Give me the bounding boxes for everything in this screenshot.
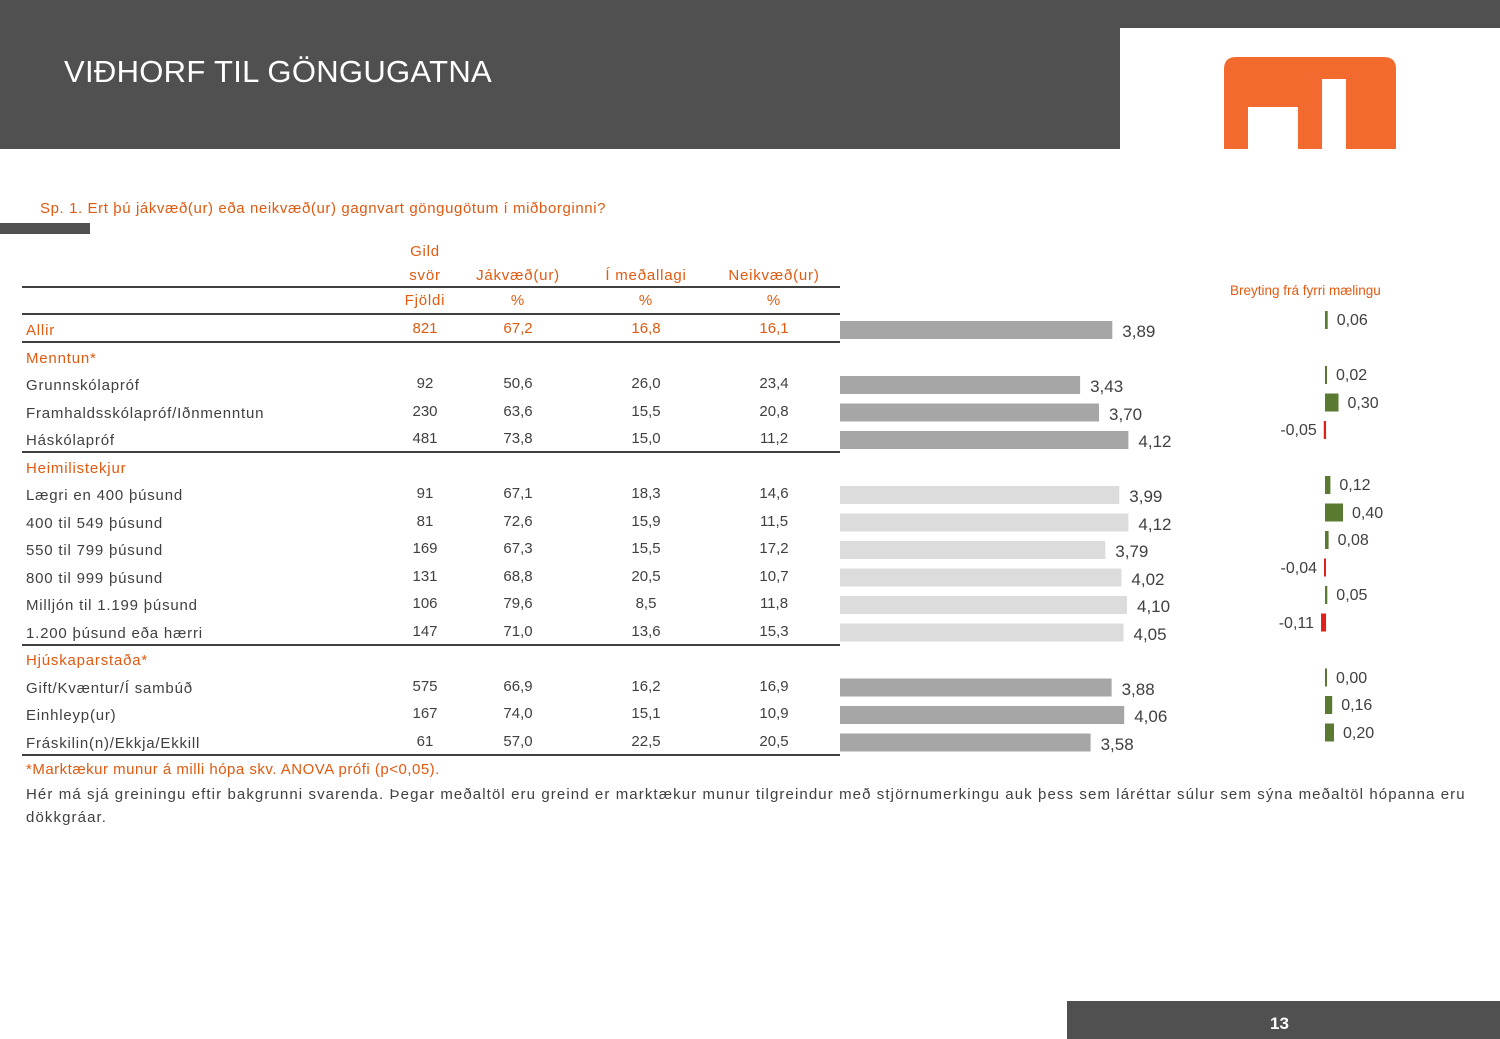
- change-bar: [1321, 614, 1326, 632]
- mean-bar: [840, 596, 1127, 614]
- cell-negative: 23,4: [759, 375, 789, 392]
- cell-negative: 11,8: [759, 595, 789, 612]
- change-bar: [1325, 669, 1327, 687]
- cell-neutral: 15,5: [631, 540, 661, 557]
- mean-value-label: 4,05: [1133, 624, 1167, 644]
- mean-value-label: 4,12: [1138, 514, 1172, 534]
- row-label: Milljón til 1.199 þúsund: [26, 597, 198, 614]
- cell-n: 92: [416, 375, 434, 392]
- header-valid-line2: svör: [409, 267, 441, 284]
- change-value-label: -0,04: [1280, 559, 1317, 577]
- change-bar: [1325, 696, 1332, 714]
- change-bar: [1325, 476, 1330, 494]
- mean-bar: [840, 734, 1091, 752]
- cell-n: 575: [412, 677, 438, 695]
- mean-value-label: 4,10: [1137, 597, 1171, 616]
- cell-negative: 16,1: [759, 320, 789, 337]
- cell-n: 481: [412, 430, 438, 447]
- cell-neutral: 15,9: [631, 512, 661, 530]
- mean-value-label: 4,12: [1138, 432, 1172, 451]
- change-value-label: -0,11: [1278, 614, 1314, 632]
- cell-neutral: 15,1: [631, 705, 661, 722]
- section-label: Hjúskaparstaða*: [26, 652, 149, 669]
- mean-bar: [840, 679, 1112, 697]
- change-value-label: 0,30: [1347, 394, 1379, 412]
- row-label: Framhaldsskólapróf/Iðnmenntun: [26, 404, 265, 422]
- cell-positive: 50,6: [503, 375, 533, 392]
- row-label: 800 til 999 þúsund: [26, 569, 163, 587]
- cell-negative: 10,7: [759, 567, 789, 585]
- change-bar: [1324, 421, 1326, 439]
- cell-positive: 79,6: [503, 595, 533, 612]
- change-value-label: 0,12: [1339, 477, 1371, 494]
- change-title: Breyting frá fyrri mælingu: [1230, 283, 1381, 298]
- change-value-label: 0,02: [1336, 367, 1368, 384]
- row-label: Fráskilin(n)/Ekkja/Ekkill: [26, 734, 201, 752]
- change-bar: [1325, 531, 1329, 549]
- change-value-label: 0,05: [1336, 587, 1368, 604]
- change-value-label: -0,05: [1280, 422, 1317, 439]
- mean-bar: [840, 486, 1119, 504]
- row-label: Gift/Kvæntur/Í sambúð: [26, 679, 193, 697]
- change-value-label: 0,00: [1336, 669, 1368, 687]
- header-negative: Neikvæð(ur): [728, 267, 820, 284]
- cell-negative: 16,9: [759, 677, 789, 695]
- mean-value-label: 3,79: [1115, 542, 1149, 561]
- page-number: 13: [1270, 1014, 1289, 1033]
- mean-bar: [840, 431, 1128, 449]
- cell-n: 106: [412, 595, 438, 612]
- section-label: Heimilistekjur: [26, 459, 127, 477]
- section-label: Menntun*: [26, 349, 97, 367]
- cell-n: 167: [412, 705, 438, 722]
- cell-n: 230: [412, 402, 438, 420]
- significance-note: *Marktækur munur á milli hópa skv. ANOVA prófi (p<0,05).: [26, 761, 440, 778]
- cell-neutral: 18,3: [631, 485, 661, 502]
- cell-positive: 72,6: [503, 512, 533, 530]
- cell-positive: 73,8: [503, 430, 533, 447]
- cell-positive: 67,2: [503, 320, 533, 337]
- cell-n: 81: [416, 512, 434, 530]
- cell-neutral: 13,6: [631, 622, 661, 640]
- cell-positive: 67,1: [503, 485, 533, 502]
- change-value-label: 0,06: [1336, 312, 1368, 329]
- cell-neutral: 8,5: [635, 595, 657, 612]
- change-bar: [1325, 366, 1327, 384]
- cell-n: 147: [412, 622, 438, 640]
- change-value-label: 0,08: [1337, 532, 1369, 549]
- header-neutral: Í meðallagi: [605, 267, 687, 284]
- page-title: VIÐHORF TIL GÖNGUGATNA: [64, 54, 493, 89]
- row-label: 400 til 549 þúsund: [26, 514, 163, 532]
- cell-neutral: 15,0: [631, 430, 661, 447]
- cell-n: 61: [416, 732, 434, 750]
- change-value-label: 0,16: [1341, 697, 1373, 714]
- cell-positive: 66,9: [503, 677, 533, 695]
- row-label: Einhleyp(ur): [26, 707, 117, 724]
- row-label: Grunnskólapróf: [26, 377, 140, 394]
- question-text: Sp. 1. Ert þú jákvæð(ur) eða neikvæð(ur) gagnvart göngugötum í miðborginni?: [40, 200, 607, 217]
- cell-neutral: 15,5: [631, 402, 661, 420]
- cell-positive: 71,0: [503, 622, 533, 640]
- mean-value-label: 3,43: [1090, 377, 1124, 396]
- row-label: Lægri en 400 þúsund: [26, 487, 183, 504]
- cell-n: 169: [412, 540, 438, 557]
- cell-n: 91: [416, 485, 434, 502]
- description-note: Hér má sjá greiningu eftir bakgrunni svarenda. Þegar meðaltöl eru greind er marktækur munur tilgreindur með stjörnumerkingu auk þess sem láréttar súlur sem sýna meðaltöl hópanna eru dökkgráar.: [26, 786, 1466, 826]
- change-bar: [1325, 311, 1328, 329]
- header-negative-unit: %: [766, 292, 782, 309]
- change-bar: [1325, 586, 1327, 604]
- cell-positive: 57,0: [503, 732, 533, 750]
- mean-bar: [840, 321, 1112, 339]
- mean-bar: [840, 624, 1124, 642]
- header-neutral-unit: %: [638, 292, 654, 309]
- cell-neutral: 16,8: [631, 320, 661, 337]
- mean-value-label: 3,99: [1129, 487, 1163, 506]
- header-positive: Jákvæð(ur): [476, 267, 560, 284]
- row-label: 1.200 þúsund eða hærri: [26, 624, 203, 642]
- mean-value-label: 3,58: [1100, 734, 1134, 754]
- cell-neutral: 22,5: [631, 732, 661, 750]
- change-value-label: 0,20: [1343, 724, 1375, 742]
- change-bar: [1324, 559, 1326, 577]
- mean-value-label: 3,88: [1121, 679, 1155, 699]
- cell-neutral: 20,5: [631, 567, 661, 585]
- row-label: Háskólapróf: [26, 432, 115, 449]
- change-bar: [1325, 724, 1334, 742]
- change-value-label: 0,40: [1352, 504, 1384, 522]
- mean-bar: [840, 514, 1128, 532]
- cell-negative: 14,6: [759, 485, 789, 502]
- cell-n: 131: [412, 567, 438, 585]
- cell-neutral: 16,2: [631, 677, 661, 695]
- cell-negative: 17,2: [759, 540, 789, 557]
- cell-negative: 20,5: [759, 732, 789, 750]
- mean-bar: [840, 541, 1105, 559]
- change-bar: [1325, 504, 1343, 522]
- cell-negative: 10,9: [759, 705, 789, 722]
- cell-negative: 15,3: [759, 622, 789, 640]
- cell-negative: 20,8: [759, 402, 789, 420]
- cell-positive: 63,6: [503, 402, 533, 420]
- header-valid-unit: Fjöldi: [404, 292, 446, 309]
- cell-positive: 74,0: [503, 705, 533, 722]
- mean-value-label: 3,89: [1122, 322, 1156, 341]
- header-valid-line1: Gild: [410, 243, 440, 260]
- cell-negative: 11,2: [759, 430, 789, 447]
- mean-bar: [840, 404, 1099, 422]
- mean-value-label: 4,02: [1131, 569, 1165, 589]
- change-bar: [1325, 394, 1339, 412]
- cell-n: 821: [412, 320, 438, 337]
- row-label: Allir: [26, 322, 55, 339]
- mean-bar: [840, 569, 1121, 587]
- mean-value-label: 4,06: [1134, 707, 1168, 726]
- mean-value-label: 3,70: [1109, 404, 1143, 424]
- header-positive-unit: %: [510, 292, 526, 309]
- row-label: 550 til 799 þúsund: [26, 542, 163, 559]
- cell-positive: 67,3: [503, 540, 533, 557]
- cell-negative: 11,5: [759, 512, 789, 530]
- mean-bar: [840, 376, 1080, 394]
- cell-neutral: 26,0: [631, 375, 661, 392]
- mean-bar: [840, 706, 1124, 724]
- cell-positive: 68,8: [503, 567, 533, 585]
